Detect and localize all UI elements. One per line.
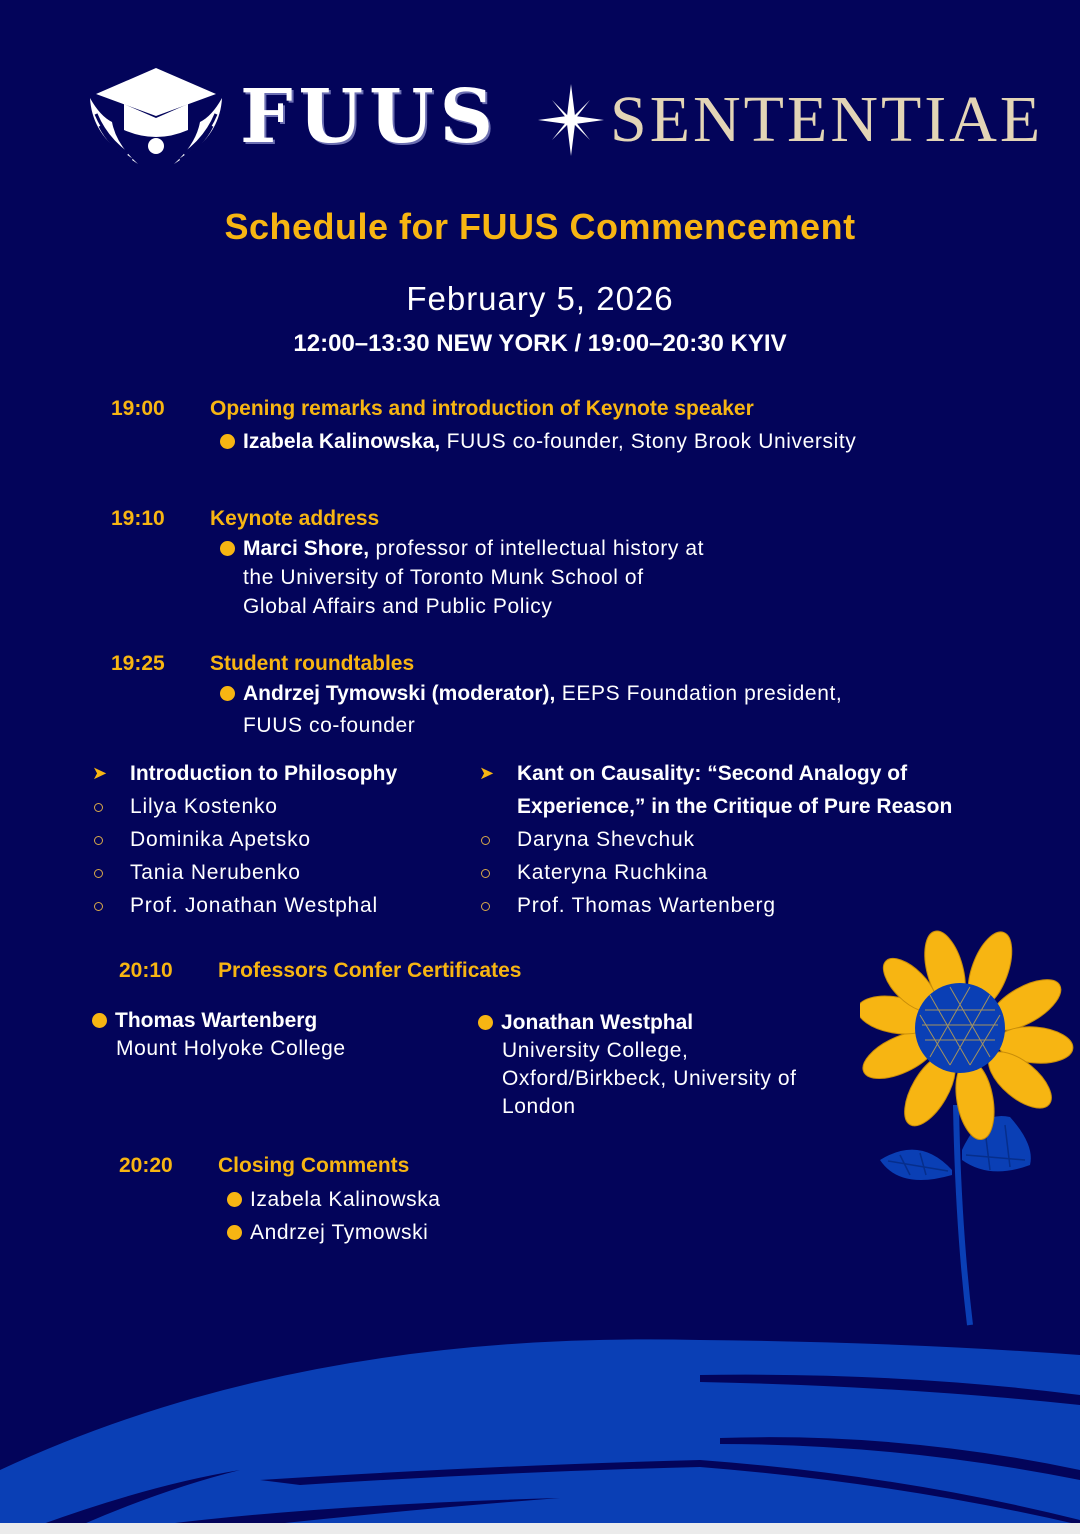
bullet-icon xyxy=(220,434,235,449)
certifier-name: Thomas Wartenberg xyxy=(115,1009,318,1032)
participant: Daryna Shevchuk xyxy=(479,823,952,856)
event-date: February 5, 2026 xyxy=(406,280,674,317)
speaker-name: Andrzej Tymowski xyxy=(250,1221,429,1244)
schedule-event: Keynote address xyxy=(210,507,380,530)
sententiae-wordmark: SENTENTIAE xyxy=(610,83,1044,156)
participant: Lilya Kostenko xyxy=(92,790,397,823)
hollow-circle-icon xyxy=(481,836,490,845)
speaker-entry xyxy=(220,534,704,621)
page-title: Schedule for FUUS Commencement xyxy=(224,206,856,247)
hollow-circle-icon xyxy=(94,836,103,845)
speaker-entry xyxy=(227,1183,441,1249)
speaker-detail-line: the University of Toronto Munk School of xyxy=(243,566,644,589)
sententiae-logo xyxy=(538,84,1043,156)
event-times: 12:00–13:30 NEW YORK / 19:00–20:30 KYIV xyxy=(293,330,787,357)
schedule-event: Opening remarks and introduction of Keynote speaker xyxy=(210,397,754,420)
bottom-bar xyxy=(0,1523,1080,1534)
speaker-detail: professor of intellectual history at xyxy=(369,537,705,560)
participant: Prof. Thomas Wartenberg xyxy=(479,889,952,922)
participant: Prof. Jonathan Westphal xyxy=(92,889,397,922)
schedule-time: 19:10 xyxy=(111,507,165,530)
speaker-detail-line: FUUS co-founder xyxy=(243,714,416,737)
schedule-event: Closing Comments xyxy=(218,1154,410,1177)
arrowhead-icon: ➤ xyxy=(92,763,108,783)
roundtable-title: ➤ Kant on Causality: “Second Analogy of xyxy=(479,757,952,790)
schedule-time: 20:20 xyxy=(119,1154,173,1177)
schedule-time: 19:25 xyxy=(111,652,165,675)
fuus-wordmark: FUUS xyxy=(240,74,500,160)
hollow-circle-icon xyxy=(94,803,103,812)
bullet-icon xyxy=(220,541,235,556)
speaker-detail-line: Global Affairs and Public Policy xyxy=(243,595,553,618)
speaker-name: Izabela Kalinowska, xyxy=(243,430,441,453)
schedule-time: 19:00 xyxy=(111,397,165,420)
fuus-logo xyxy=(86,64,499,170)
compass-star-icon xyxy=(538,84,604,156)
bullet-icon xyxy=(92,1013,107,1028)
speaker-entry xyxy=(220,427,856,456)
speaker-name: Izabela Kalinowska xyxy=(250,1188,441,1211)
speaker-name: Andrzej Tymowski (moderator), xyxy=(243,682,556,705)
participant: Kateryna Ruchkina xyxy=(479,856,952,889)
speaker-detail: FUUS co-founder, Stony Brook University xyxy=(440,430,857,453)
speaker-name: Marci Shore, xyxy=(243,537,370,560)
roundtable-title-line: Experience,” in the Critique of Pure Reason xyxy=(517,795,953,818)
certifier-wartenberg xyxy=(92,1006,346,1063)
sunflower-icon xyxy=(860,925,1080,1345)
certifier-affiliation: University College, xyxy=(502,1039,689,1062)
speaker-entry xyxy=(220,678,842,742)
roundtable-philosophy xyxy=(92,757,397,922)
hollow-circle-icon xyxy=(481,902,490,911)
bullet-icon xyxy=(478,1015,493,1030)
schedule-event: Professors Confer Certificates xyxy=(218,959,522,982)
bullet-icon xyxy=(220,686,235,701)
graduation-cap-wings-icon xyxy=(86,64,226,170)
schedule-event: Student roundtables xyxy=(210,652,415,675)
certifier-westphal xyxy=(478,1008,797,1121)
bullet-icon xyxy=(227,1192,242,1207)
ground-illustration xyxy=(0,1320,1080,1530)
hollow-circle-icon xyxy=(481,869,490,878)
participant: Dominika Apetsko xyxy=(92,823,397,856)
bullet-icon xyxy=(227,1225,242,1240)
roundtable-title: ➤ Introduction to Philosophy xyxy=(92,757,397,790)
schedule-time: 20:10 xyxy=(119,959,173,982)
participant: Tania Nerubenko xyxy=(92,856,397,889)
roundtable-kant xyxy=(479,757,952,922)
certifier-affiliation: London xyxy=(502,1095,576,1118)
certifier-affiliation: Mount Holyoke College xyxy=(116,1037,346,1060)
arrowhead-icon: ➤ xyxy=(479,763,495,783)
certifier-name: Jonathan Westphal xyxy=(501,1011,694,1034)
certifier-affiliation: Oxford/Birkbeck, University of xyxy=(502,1067,797,1090)
speaker-detail: EEPS Foundation president, xyxy=(555,682,843,705)
hollow-circle-icon xyxy=(94,902,103,911)
hollow-circle-icon xyxy=(94,869,103,878)
